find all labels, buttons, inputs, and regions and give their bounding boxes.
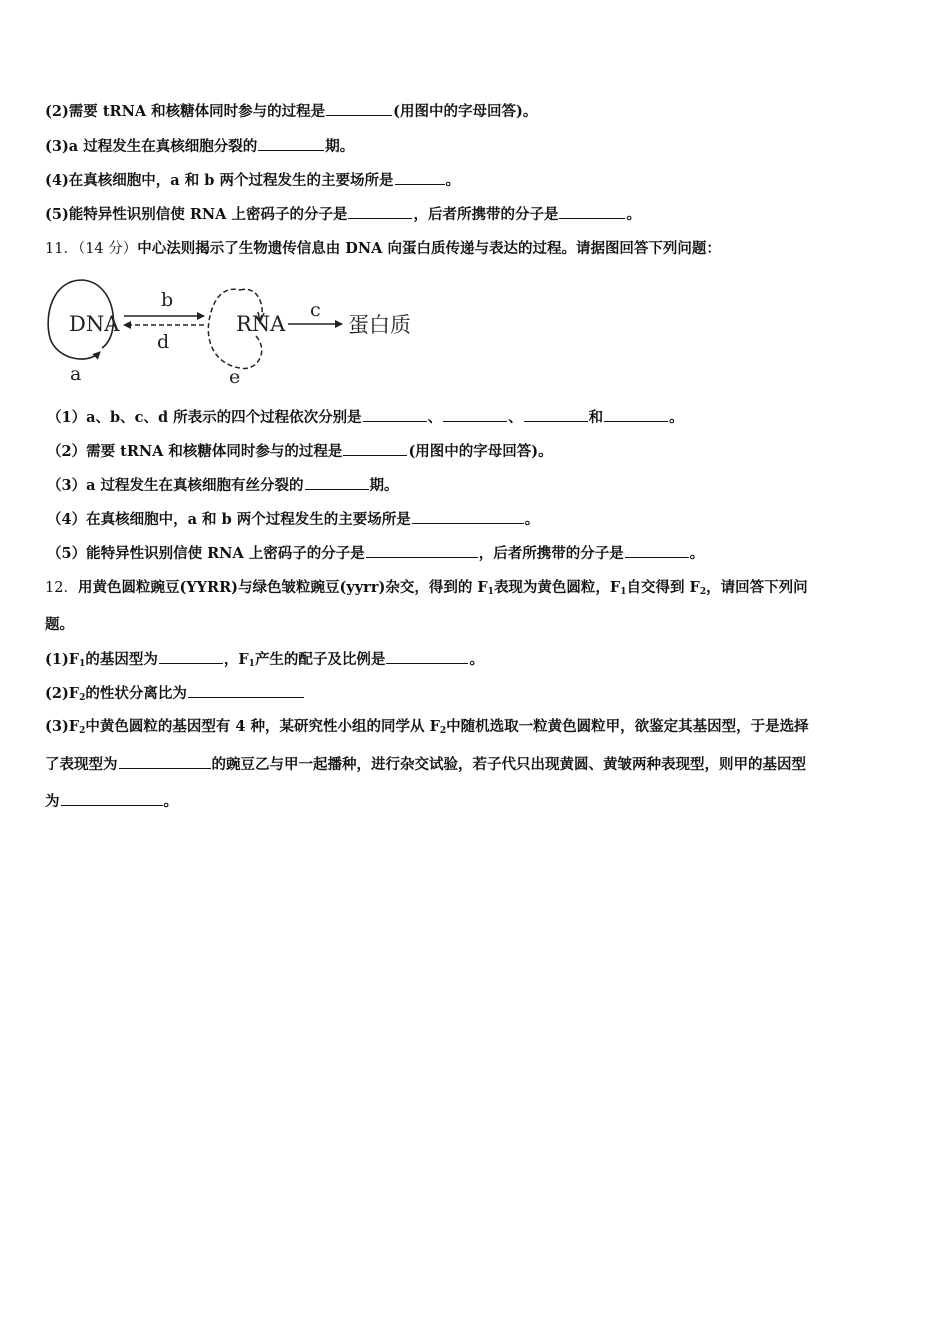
label-c: c — [310, 299, 321, 321]
answer-blank[interactable] — [412, 509, 524, 524]
prev-q5-line: (5)能特异性识别信使 RNA 上密码子的分子是 ，后者所携带的分子是 。 — [45, 206, 641, 223]
rna-label: RNA — [236, 312, 286, 336]
central-dogma-diagram — [44, 276, 444, 390]
prev-q2-line: (2)需要 tRNA 和核糖体同时参与的过程是 (用图中的字母回答)。 — [45, 103, 538, 120]
q12-stem-line2: 题。 — [45, 616, 74, 633]
q11-s1-line: （1）a、b、c、d 所表示的四个过程依次分别是 、 、 和 。 — [47, 409, 684, 426]
answer-blank[interactable] — [443, 407, 507, 422]
answer-blank[interactable] — [524, 407, 588, 422]
q11-stem: 11．（14 分）中心法则揭示了生物遗传信息由 DNA 向蛋白质传递与表达的过程。请据图回答下列问题： — [45, 240, 721, 257]
answer-blank[interactable] — [61, 791, 163, 806]
answer-blank[interactable] — [348, 204, 412, 219]
answer-blank[interactable] — [363, 407, 427, 422]
answer-blank[interactable] — [258, 136, 324, 151]
prev-q3-line: (3)a 过程发生在真核细胞分裂的 期。 — [45, 138, 355, 155]
answer-blank[interactable] — [386, 649, 468, 664]
label-a: a — [70, 363, 82, 385]
label-b: b — [161, 289, 174, 311]
prev-q4-line: (4)在真核细胞中，a 和 b 两个过程发生的主要场所是 。 — [45, 172, 460, 189]
q11-s3-line: （3）a 过程发生在真核细胞有丝分裂的 期。 — [47, 477, 399, 494]
answer-blank[interactable] — [326, 101, 392, 116]
answer-blank[interactable] — [395, 170, 445, 185]
q11-s2-line: （2）需要 tRNA 和核糖体同时参与的过程是 (用图中的字母回答)。 — [47, 443, 553, 460]
answer-blank[interactable] — [366, 543, 478, 558]
answer-blank[interactable] — [625, 543, 689, 558]
answer-blank[interactable] — [305, 475, 369, 490]
q12-p3-line2: 了表现型为 的豌豆乙与甲一起播种，进行杂交试验，若子代只出现黄圆、黄皱两种表现型，则甲的基因型 — [45, 756, 806, 773]
answer-blank[interactable] — [559, 204, 625, 219]
answer-blank[interactable] — [188, 683, 304, 698]
q12-p3-line3: 为 。 — [45, 793, 178, 810]
q11-s5-line: （5）能特异性识别信使 RNA 上密码子的分子是 ，后者所携带的分子是 。 — [47, 545, 705, 562]
q12-p2-line: $(2)F_2$的性状分离比为 — [45, 683, 305, 708]
answer-blank[interactable] — [119, 754, 211, 769]
answer-blank[interactable] — [343, 441, 407, 456]
label-e: e — [229, 366, 241, 388]
label-d: d — [157, 331, 170, 353]
q11-s4-line: （4）在真核细胞中，a 和 b 两个过程发生的主要场所是 。 — [47, 511, 540, 528]
protein-label: 蛋白质 — [348, 313, 411, 337]
answer-blank[interactable] — [159, 649, 223, 664]
answer-blank[interactable] — [604, 407, 668, 422]
q12-p3-line1: $(3)F_2$中黄色圆粒的基因型有 4 种，某研究性小组的同学从 $F_2$中随机选取一粒黄色圆粒甲，欲鉴定其基因型，于是选择 — [45, 718, 809, 736]
dna-label: DNA — [69, 312, 120, 336]
q12-stem-line1: 12．用黄色圆粒豌豆(YYRR)与绿色皱粒豌豆(yyrr)杂交，得到的 $F_1$表现为黄色圆粒，$F_1$自交得到 $F_2$，请回答下列问 — [45, 579, 808, 597]
q12-p1-line: $(1)F_1$的基因型为 ，$F_1$产生的配子及比例是 。 — [45, 651, 484, 669]
